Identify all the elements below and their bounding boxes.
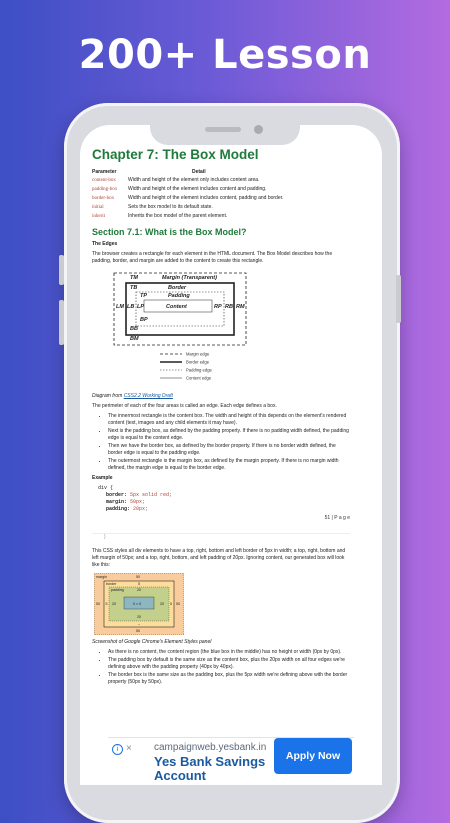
- intro-paragraph: The browser creates a rectangle for each element in the HTML document. The Box Model describes how the padding, border, and margin are added to the content to create this rectangle.: [92, 251, 333, 264]
- code-val: 5px solid red;: [130, 492, 173, 498]
- ad-title-line1: Yes Bank Savings: [154, 754, 266, 769]
- lb-label: LB: [127, 304, 135, 310]
- param-row: [92, 203, 350, 212]
- ad-close-icon[interactable]: ×: [126, 743, 132, 754]
- code-line: [98, 506, 350, 513]
- box-border-label: border: [106, 582, 117, 586]
- legend-padding: Padding edge: [186, 367, 212, 373]
- legend-border: Border edge: [186, 359, 210, 365]
- box-padding-label: padding: [111, 588, 124, 592]
- list-item: • The innermost rectangle is the content box. The width and height of this depends on the element's rendered content (text, images and any child elements it may have).: [108, 413, 350, 427]
- tm-label: TM: [130, 275, 138, 281]
- box-margin-label: margin: [96, 575, 107, 579]
- param-row: [92, 185, 350, 194]
- parameter-table-header: [92, 168, 350, 176]
- param-key: inherit: [92, 214, 106, 219]
- speaker-grille: [205, 127, 241, 132]
- code-prop: padding:: [106, 506, 131, 512]
- border-label: Border: [168, 285, 187, 291]
- rm-label: RM: [236, 304, 245, 310]
- code-val: 20px;: [133, 506, 149, 512]
- ad-title-line2: Account: [154, 768, 206, 783]
- code-line: [98, 499, 350, 506]
- rp-label: RP: [214, 304, 222, 310]
- box-border-right: 5: [170, 602, 172, 606]
- headline: 200+ Lesson: [78, 32, 372, 78]
- list-item: • The outermost rectangle is the margin box, as defined by the margin property. If there is no margin width defined, the margin edge is equal to the border edge.: [108, 458, 350, 472]
- bp-label: BP: [140, 317, 148, 323]
- rb-label: RB: [225, 304, 233, 310]
- box-border-left: 5: [105, 602, 108, 606]
- code-val: 50px;: [130, 499, 146, 505]
- perimeter-paragraph: The perimeter of each of the four areas is called an edge. Each edge defines a box.: [92, 403, 277, 409]
- box-margin-left: 50: [96, 602, 100, 606]
- box-border-bottom: –: [138, 622, 140, 626]
- code-selector: div {: [98, 485, 114, 491]
- box-border-top: 5: [138, 582, 140, 586]
- param-detail: Width and height of the element includes content and padding.: [128, 186, 267, 192]
- code-prop: margin:: [106, 499, 128, 505]
- bm-label: BM: [130, 336, 139, 342]
- list-item: • Then we have the border box, as defined by the border property. If there is no border width defined, the border edge is equal to the padding edge.: [108, 443, 350, 457]
- caption-link[interactable]: CSS2.2 Working Draft: [123, 393, 173, 399]
- phone-side-button: [59, 255, 64, 285]
- param-key: content-box: [92, 178, 116, 183]
- legend-margin: Margin edge: [186, 351, 210, 357]
- ad-banner[interactable]: [108, 737, 354, 785]
- screenshot-caption: Screenshot of Google Chrome's Element Styles panel: [92, 639, 212, 645]
- front-camera-icon: [254, 125, 263, 134]
- phone-notch: [150, 119, 300, 145]
- page-number: 51 | P a g e: [324, 515, 350, 521]
- box-content-size: 0 × 0: [133, 602, 142, 606]
- param-row: [92, 194, 350, 203]
- box-margin-bottom: 50: [136, 629, 140, 633]
- code-closing-brace: }: [104, 534, 106, 540]
- box-margin-right: 50: [176, 602, 180, 606]
- list-item: • Next is the padding box, as defined by the padding property. If there is no padding width defined, the padding edge is equal to the content edge.: [108, 428, 350, 442]
- parameter-table: [92, 168, 350, 221]
- box-padding-top: 20: [137, 588, 141, 592]
- lm-label: LM: [116, 304, 124, 310]
- param-detail: Width and height of the element only includes content area.: [128, 177, 260, 183]
- code-line: [98, 492, 350, 499]
- legend-content: Content edge: [186, 375, 212, 381]
- apply-now-button[interactable]: Apply Now: [274, 738, 352, 774]
- styles-paragraph: This CSS styles all div elements to have a top, right, bottom and left border of 5px in width; a top, right, bottom and left margin of 50px; and a top, right, bottom, and left padding of 20px. Ignoring content, our generated box will look like this:: [92, 548, 346, 568]
- list-item: • As there is no content, the content region (the blue box in the middle) has no height or width (0px by 0px).: [108, 649, 350, 656]
- code-prop: border:: [106, 492, 128, 498]
- detail-header: Detail: [192, 169, 206, 175]
- ad-info-icon[interactable]: i: [112, 744, 123, 755]
- diagram-caption: [92, 393, 350, 400]
- document-page[interactable]: [92, 147, 350, 688]
- content-label: Content: [166, 304, 187, 310]
- edge-bullet-list: [92, 413, 350, 472]
- param-detail: Sets the box model to its default state.: [128, 204, 213, 210]
- example-label: Example: [92, 475, 113, 481]
- ad-domain: campaignweb.yesbank.in: [154, 742, 267, 753]
- box-padding-left: 20: [112, 602, 116, 606]
- box-margin-top: 50: [136, 575, 140, 579]
- param-detail: Inherits the box model of the parent element.: [128, 213, 228, 219]
- box-model-diagram: [92, 269, 350, 387]
- tp-label: TP: [140, 293, 148, 299]
- subheading: The Edges: [92, 241, 118, 247]
- param-key: initial: [92, 205, 104, 210]
- param-detail: Width and height of the element includes content, padding and border.: [128, 195, 284, 201]
- param-row: [92, 176, 350, 185]
- param-row: [92, 212, 350, 221]
- generated-box-screenshot: [94, 573, 184, 635]
- param-key: border-box: [92, 196, 115, 201]
- screen[interactable]: [80, 125, 382, 785]
- box-padding-bottom: 20: [137, 615, 141, 619]
- box-padding-right: 20: [160, 602, 164, 606]
- caption-prefix: Diagram from: [92, 393, 123, 399]
- chapter-title: Chapter 7: The Box Model: [92, 147, 259, 162]
- lp-label: LP: [137, 304, 145, 310]
- section-title: Section 7.1: What is the Box Model?: [92, 227, 247, 237]
- box-size-bullet-list: [92, 649, 350, 686]
- phone-side-button: [396, 275, 401, 323]
- tb-label: TB: [130, 285, 138, 291]
- param-header: Parameter: [92, 169, 117, 175]
- code-block: [92, 485, 350, 513]
- phone-side-button: [59, 300, 64, 345]
- bb-label: BB: [130, 326, 138, 332]
- list-item: • The border box is the same size as the padding box, plus the 5px width we're defining above with the border property (50px by 50px).: [108, 672, 350, 686]
- list-item: • The padding box by default is the same size as the content box, plus the 20px width on all four edges we're defining above with the padding property (40px by 40px).: [108, 657, 350, 671]
- padding-label: Padding: [168, 293, 190, 299]
- margin-label: Margin (Transparent): [162, 275, 217, 281]
- param-key: padding-box: [92, 187, 118, 192]
